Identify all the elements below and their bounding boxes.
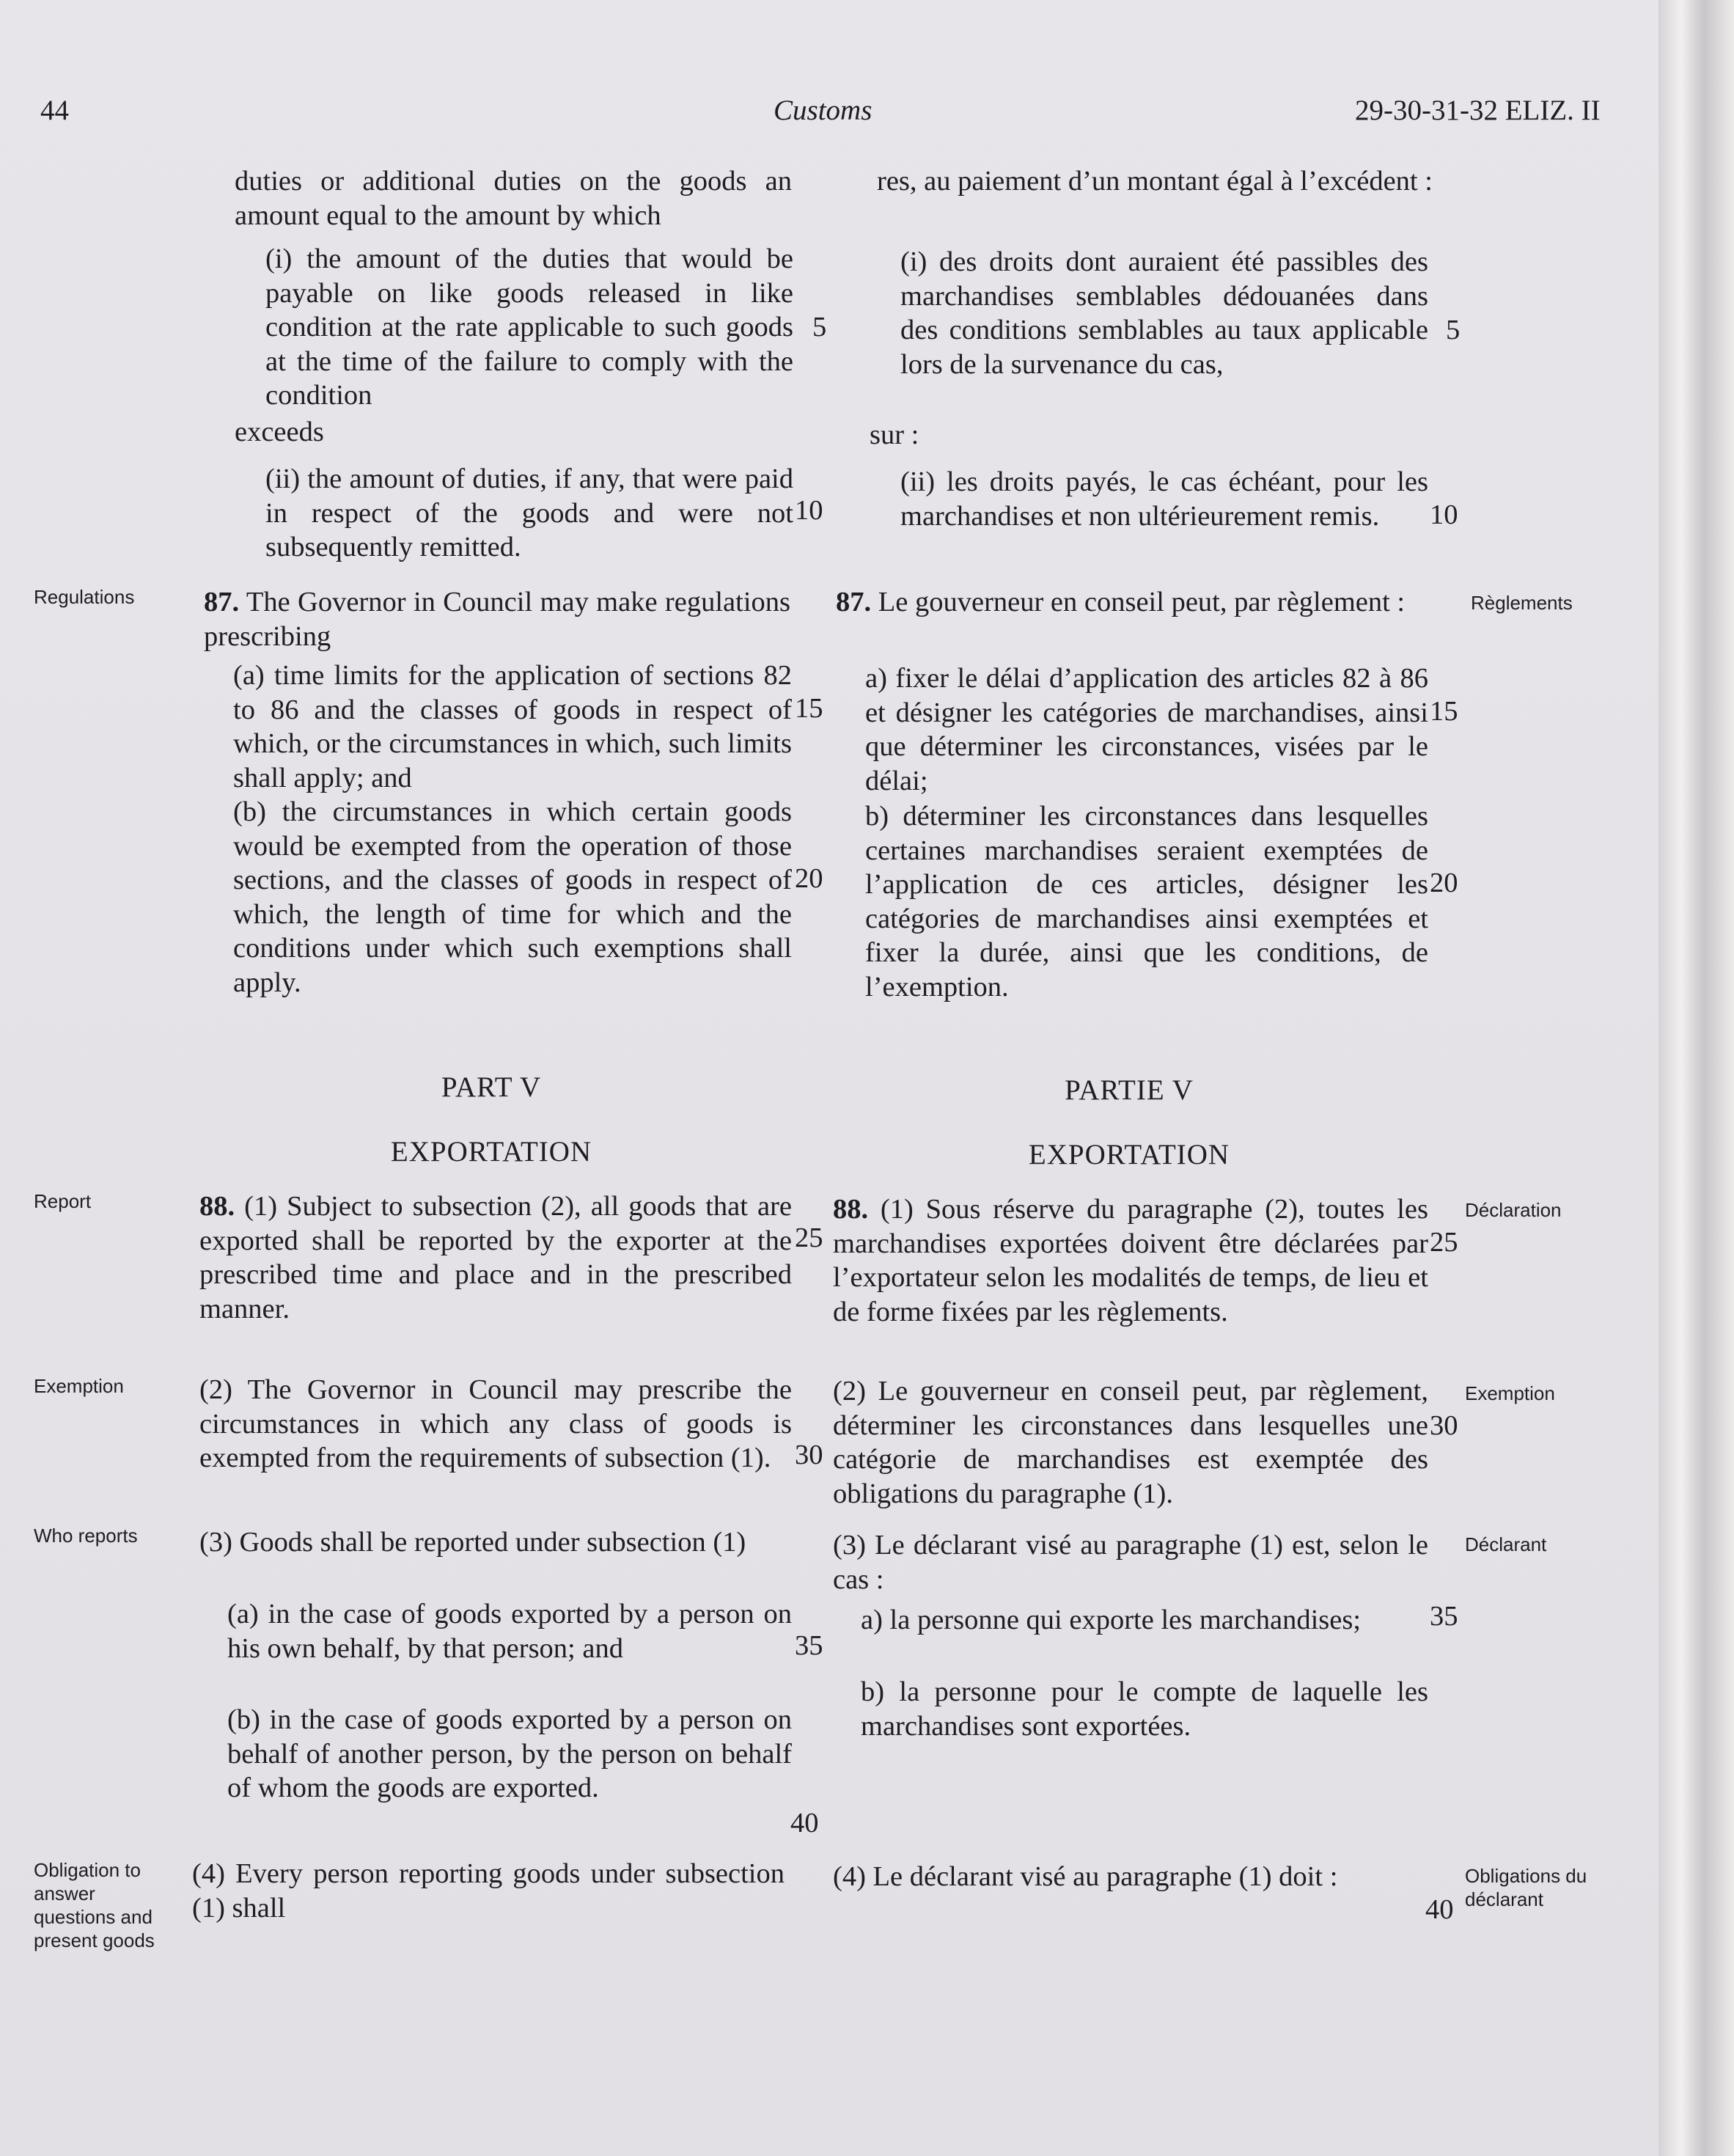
margin-note-declaration: Déclaration xyxy=(1465,1199,1562,1221)
fr-line-number-20: 20 xyxy=(1430,868,1458,898)
fr-line-number-25: 25 xyxy=(1430,1227,1458,1258)
french-section-87: 87. Le gouverneur en conseil peut, par règlement : xyxy=(836,587,1406,617)
line-number-35: 35 xyxy=(795,1630,823,1661)
french-88-3: (3) Le déclarant visé au paragraphe (1) est, selon le cas : xyxy=(833,1530,1428,1595)
fr-line-number-30: 30 xyxy=(1430,1410,1458,1441)
margin-note-obligation: Obligation to answer questions and present goods xyxy=(34,1859,155,1951)
english-part-heading: PART V xyxy=(441,1071,542,1103)
fr-line-number-15: 15 xyxy=(1430,696,1458,727)
margin-note-regulations: Regulations xyxy=(34,586,135,608)
english-item-ii: (ii) the amount of duties, if any, that were paid in respect of the goods and were not subsequently remitted. xyxy=(265,463,793,562)
french-88-3a: a) la personne qui exporte les marchandises; xyxy=(861,1605,1362,1635)
margin-note-report: Report xyxy=(34,1190,92,1212)
line-number-20: 20 xyxy=(795,863,823,894)
line-number-25: 25 xyxy=(795,1222,823,1253)
french-sur: sur : xyxy=(870,419,919,450)
english-intro: duties or additional duties on the goods an amount equal to the amount by which xyxy=(235,166,792,231)
french-87b: b) déterminer les circonstances dans lesquelles certaines marchandises seraient exemptées de l’application de ces articles, désigner les catégories de marchandises ainsi exemptées et fixer la durée, ainsi que les conditions, de l’exemption. xyxy=(865,801,1428,1002)
english-88-3a: (a) in the case of goods exported by a person on his own behalf, by that person; and xyxy=(227,1599,792,1664)
french-item-i: (i) des droits dont auraient été passibles des marchandises semblables dédouanées dans des conditions semblables au taux applicable lors de la survenance du cas, xyxy=(900,246,1428,380)
english-88-4: (4) Every person reporting goods under subsection (1) shall xyxy=(192,1858,785,1924)
margin-note-exemption: Exemption xyxy=(34,1375,124,1397)
line-number-5: 5 xyxy=(812,312,827,342)
french-part-heading: PARTIE V xyxy=(1065,1074,1194,1106)
french-item-ii: (ii) les droits payés, le cas échéant, pour les marchandises et non ultérieurement remis. xyxy=(900,466,1428,532)
line-number-10: 10 xyxy=(795,495,823,526)
line-number-30: 30 xyxy=(795,1440,823,1470)
english-item-i: (i) the amount of the duties that would be payable on like goods released in like condition at the rate applicable to such goods at the time of the failure to comply with the condition xyxy=(265,243,793,411)
english-88-2: (2) The Governor in Council may prescribe the circumstances in which any class of goods is exempted from the requirements of subsection (1). xyxy=(199,1374,792,1473)
page-number: 44 xyxy=(40,95,69,126)
running-title: Customs xyxy=(774,95,872,126)
english-87a: (a) time limits for the application of sections 82 to 86 and the classes of goods in respect of which, or the circumstances in which, such limits shall apply; and xyxy=(233,660,792,793)
english-88-3b: (b) in the case of goods exported by a person on behalf of another person, by the person on behalf of whom the goods are exported. xyxy=(227,1704,792,1803)
english-exceeds: exceeds xyxy=(235,417,324,447)
regnal-year: 29-30-31-32 ELIZ. II xyxy=(1355,95,1601,126)
english-88-3: (3) Goods shall be reported under subsection (1) xyxy=(199,1527,746,1558)
line-number-15: 15 xyxy=(795,693,823,724)
book-spine xyxy=(1658,0,1734,2156)
margin-note-reglements: Règlements xyxy=(1471,592,1573,614)
french-intro: res, au paiement d’un montant égal à l’excédent : xyxy=(877,166,1433,197)
fr-line-number-40: 40 xyxy=(1425,1894,1454,1925)
french-part-title: EXPORTATION xyxy=(1028,1139,1230,1170)
french-88-3b: b) la personne pour le compte de laquelle les marchandises sont exportées. xyxy=(861,1676,1428,1742)
french-88-1: 88. (1) Sous réserve du paragraphe (2), toutes les marchandises exportées doivent être déclarées par l’exportateur selon les modalités de temps, de lieu et de forme fixées par les règlements. xyxy=(833,1194,1429,1327)
french-88-4: (4) Le déclarant visé au paragraphe (1) doit : xyxy=(833,1861,1338,1892)
line-number-40: 40 xyxy=(790,1808,819,1838)
fr-line-number-35: 35 xyxy=(1430,1601,1458,1632)
english-part-title: EXPORTATION xyxy=(390,1136,592,1167)
margin-note-exemption-fr: Exemption xyxy=(1465,1382,1555,1404)
fr-line-number-10: 10 xyxy=(1430,499,1458,530)
english-88-1: 88. (1) Subject to subsection (2), all goods that are exported shall be reported by the exporter at the prescribed time and place and in the prescribed manner. xyxy=(199,1191,792,1324)
french-88-2: (2) Le gouverneur en conseil peut, par règlement, déterminer les circonstances dans lesquelles une catégorie de marchandises est exemptée des obligations du paragraphe (1). xyxy=(833,1376,1428,1509)
margin-note-who-reports: Who reports xyxy=(34,1525,138,1547)
margin-note-declarant: Déclarant xyxy=(1465,1533,1547,1555)
english-87b: (b) the circumstances in which certain goods would be exempted from the operation of those sections, and the classes of goods in respect of which, the length of time for which and the conditions under which such exemptions shall apply. xyxy=(233,796,792,998)
margin-note-obligations: Obligations du déclarant xyxy=(1465,1865,1587,1910)
french-87a: a) fixer le délai d’application des articles 82 à 86 et désigner les catégories de marchandises, ainsi que déterminer les circonstances, visées par le délai; xyxy=(865,663,1428,796)
english-section-87: 87. The Governor in Council may make regulations prescribing xyxy=(204,587,790,652)
fr-line-number-5: 5 xyxy=(1446,315,1461,345)
